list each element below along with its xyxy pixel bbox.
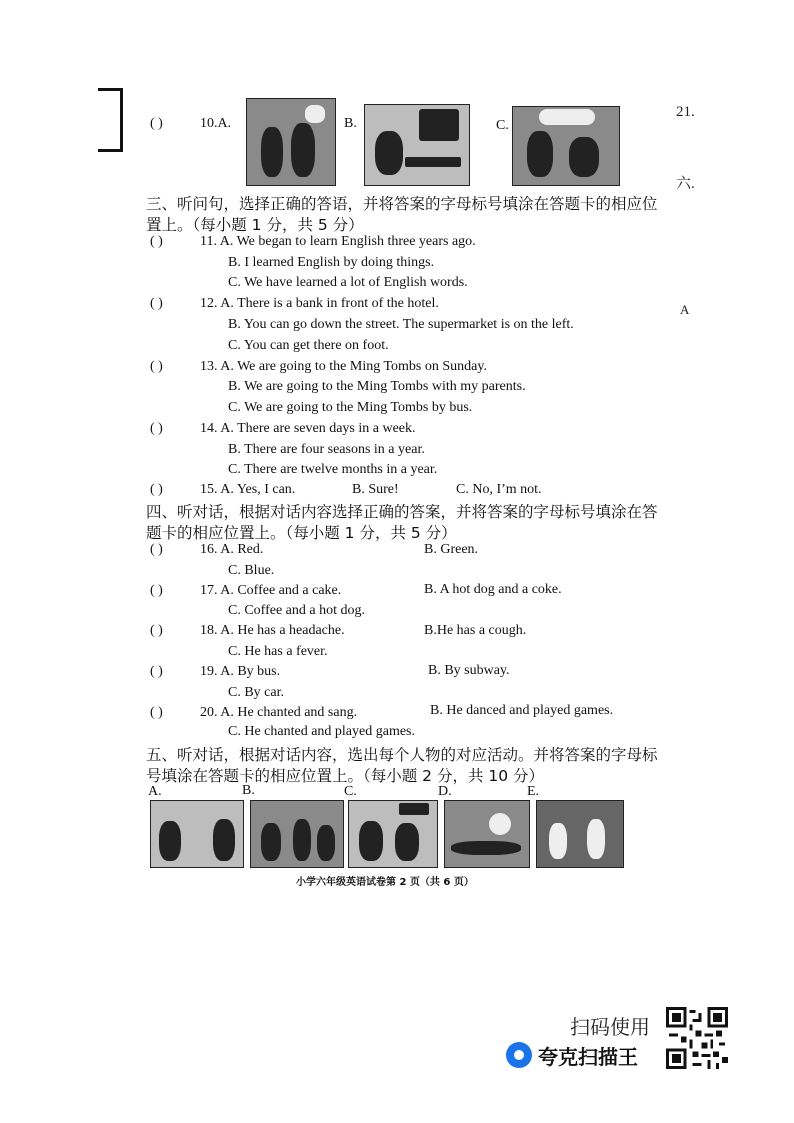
q14-option-c: C. There are twelve months in a year.	[228, 462, 438, 477]
s5-picture-c	[348, 800, 438, 868]
section5-heading-line2: 号填涂在答题卡的相应位置上。（每小题 2 分，共 10 分）	[146, 767, 545, 785]
s5-picture-a	[150, 800, 244, 868]
section4-heading-line1: 四、听对话，根据对话内容选择正确的答案，并将答案的字母标号填涂在答	[146, 503, 658, 521]
q18-row: ( ) 18. A. He has a headache.	[150, 623, 345, 638]
q12-option-b: B. You can go down the street. The supermarket is on the left.	[228, 317, 574, 332]
q11-option-c: C. We have learned a lot of English words.	[228, 275, 468, 290]
answer-paren: ( )	[150, 116, 163, 131]
q13-row: ( ) 13. A. We are going to the Ming Tombs on Sunday.	[150, 359, 487, 374]
brand-name: 夸克扫描王	[538, 1044, 638, 1069]
section4-heading-line2: 题卡的相应位置上。（每小题 1 分，共 5 分）	[146, 524, 457, 542]
q16-option-c: C. Blue.	[228, 563, 275, 578]
scanner-brand	[506, 1040, 638, 1070]
q19-row: ( ) 19. A. By bus.	[150, 664, 281, 679]
section3-heading-line2: 置上。（每小题 1 分，共 5 分）	[146, 216, 364, 234]
s5-letter-e: E.	[527, 784, 540, 799]
s5-picture-e	[536, 800, 624, 868]
s5-picture-b	[250, 800, 344, 868]
q11-option-b: B. I learned English by doing things.	[228, 255, 435, 270]
q14-option-b: B. There are four seasons in a year.	[228, 442, 425, 457]
q10-picture-b	[364, 104, 470, 186]
page-footer: 小学六年级英语试卷第 2 页（共 6 页）	[296, 877, 474, 888]
q16-option-b: B. Green.	[424, 542, 479, 557]
section5-heading-line1: 五、听对话，根据对话内容，选出每个人物的对应活动。并将答案的字母标	[146, 746, 658, 764]
q12-row: ( ) 12. A. There is a bank in front of the hotel.	[150, 296, 439, 311]
q10-row	[150, 116, 231, 132]
q20-option-c: C. He chanted and played games.	[228, 724, 415, 739]
s5-letter-d: D.	[438, 784, 452, 799]
q16-row: ( ) 16. A. Red.	[150, 542, 264, 557]
q20-option-b: B. He danced and played games.	[430, 703, 614, 718]
q14-row: ( ) 14. A. There are seven days in a week.	[150, 421, 416, 436]
margin-section-marker: 六.	[676, 176, 695, 192]
q20-row: ( ) 20. A. He chanted and sang.	[150, 705, 358, 720]
q10-option-b-letter: B.	[344, 116, 357, 131]
binding-bracket	[98, 88, 123, 152]
q11-row: ( ) 11. A. We began to learn English three years ago.	[150, 234, 476, 249]
s5-letter-b: B.	[242, 783, 255, 798]
q15-row: ( ) 15. A. Yes, I can.	[150, 482, 296, 497]
margin-letter: A	[680, 302, 690, 317]
q15-option-c: C. No, I’m not.	[456, 482, 542, 497]
q18-option-c: C. He has a fever.	[228, 644, 328, 659]
q17-option-b: B. A hot dog and a coke.	[424, 582, 562, 597]
margin-question-number: 21.	[676, 104, 695, 120]
s5-letter-a: A.	[148, 784, 162, 799]
q10-picture-c	[512, 106, 620, 186]
q13-option-c: C. We are going to the Ming Tombs by bus.	[228, 400, 473, 415]
q19-option-c: C. By car.	[228, 685, 284, 700]
qr-code-icon[interactable]	[666, 1007, 728, 1069]
q10-option-c-letter: C.	[496, 118, 509, 133]
brand-logo-icon	[506, 1042, 532, 1068]
s5-picture-d	[444, 800, 530, 868]
q13-option-b: B. We are going to the Ming Tombs with my parents.	[228, 379, 526, 394]
scan-to-use-label: 扫码使用	[570, 1015, 650, 1039]
q18-option-b: B.He has a cough.	[424, 623, 527, 638]
q10-label: 10.A.	[200, 116, 232, 131]
s5-letter-c: C.	[344, 784, 357, 799]
q17-row: ( ) 17. A. Coffee and a cake.	[150, 583, 342, 598]
section3-heading-line1: 三、听问句，选择正确的答语，并将答案的字母标号填涂在答题卡的相应位	[146, 195, 658, 213]
q12-option-c: C. You can get there on foot.	[228, 338, 389, 353]
q19-option-b: B. By subway.	[428, 663, 510, 678]
q17-option-c: C. Coffee and a hot dog.	[228, 603, 365, 618]
q10-picture-a	[246, 98, 336, 186]
q15-option-b: B. Sure!	[352, 482, 399, 497]
